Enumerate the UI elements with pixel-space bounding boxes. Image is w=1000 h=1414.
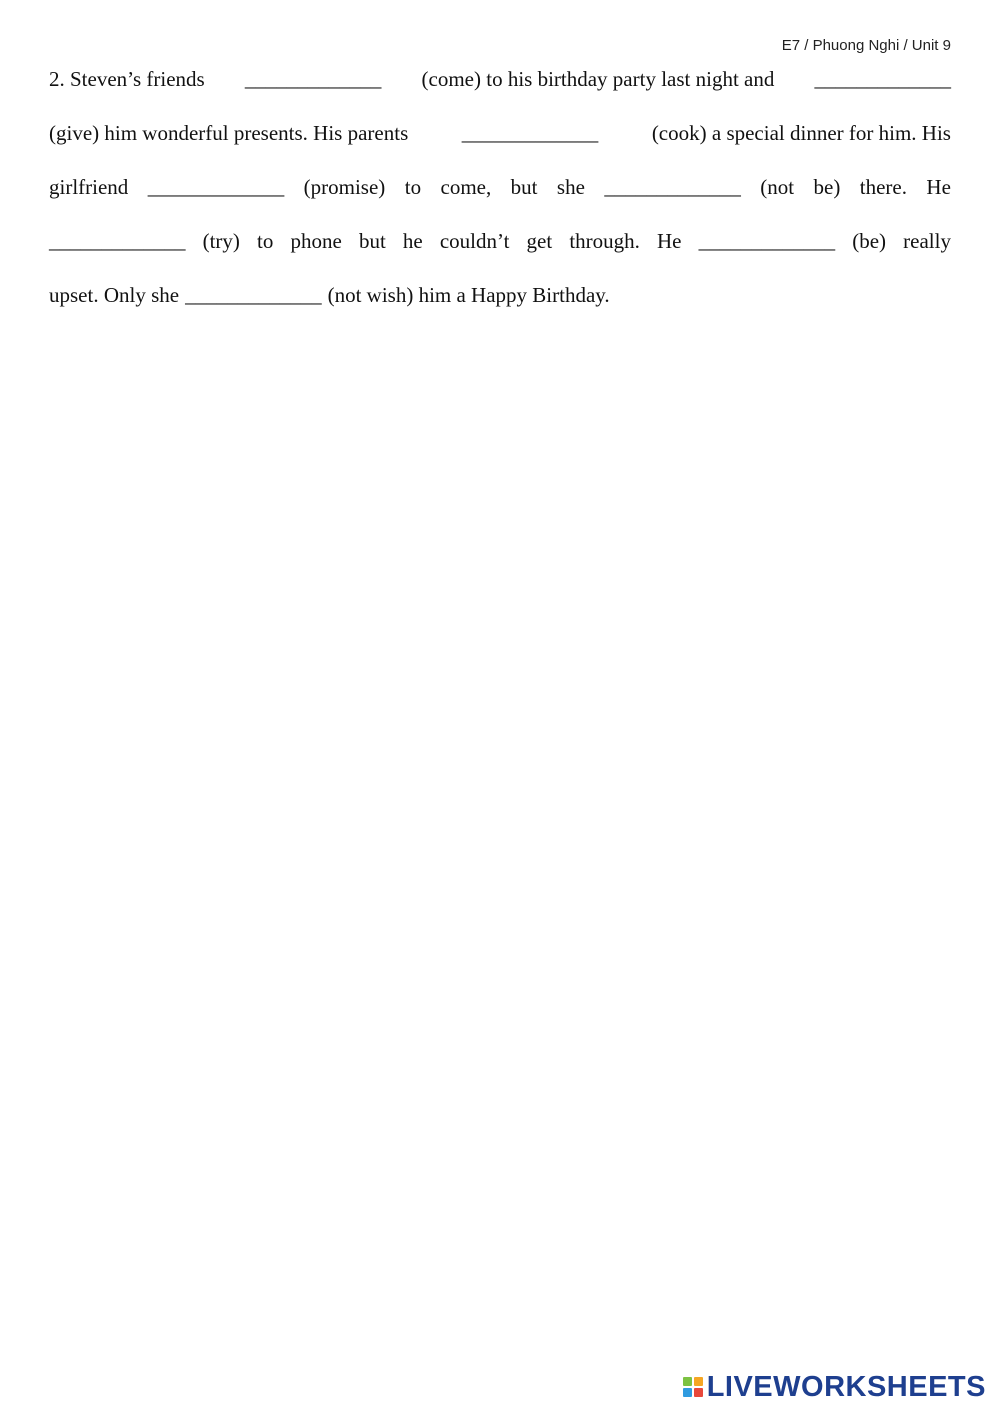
logo-square-v (683, 1388, 692, 1397)
text-segment: be) (813, 175, 841, 199)
exercise-line-1 (49, 52, 951, 106)
exercise-line-2 (49, 106, 951, 160)
text-segment: couldn’t (439, 229, 510, 253)
answer-blank-be[interactable]: _____________ (698, 229, 836, 253)
text-segment: (not (760, 175, 795, 199)
exercise-line-4 (49, 214, 951, 268)
text-segment: (be) (852, 229, 887, 253)
exercise-line-3 (49, 160, 951, 214)
text-segment: 2. Steven’s friends (49, 67, 205, 91)
text-segment: girlfriend (49, 175, 129, 199)
text-segment: (not wish) him a Happy Birthday. (327, 283, 610, 307)
text-segment: through. (569, 229, 640, 253)
answer-blank-come[interactable]: _____________ (244, 67, 382, 91)
answer-blank-try[interactable]: _____________ (49, 229, 186, 253)
answer-blank-not-wish[interactable]: _____________ (185, 283, 322, 307)
answer-blank-promise[interactable]: _____________ (147, 175, 285, 199)
liveworksheets-logo-text: LIVEWORKSHEETS (706, 1370, 986, 1403)
text-segment: He (926, 175, 951, 199)
answer-blank-give[interactable]: _____________ (814, 67, 951, 91)
text-segment: but (358, 229, 386, 253)
text-segment: she (556, 175, 585, 199)
answer-blank-not-be[interactable]: _____________ (604, 175, 741, 199)
text-segment: to (257, 229, 274, 253)
answer-blank-cook[interactable]: _____________ (461, 121, 599, 145)
text-segment: he (402, 229, 423, 253)
liveworksheets-logo (683, 1372, 986, 1402)
text-segment: (try) (202, 229, 240, 253)
text-segment: (come) to his birthday party last night and (421, 67, 775, 91)
logo-square-i (694, 1377, 703, 1386)
logo-square-e (694, 1388, 703, 1397)
liveworksheets-logo-icon (683, 1377, 703, 1397)
text-segment: really (903, 229, 951, 253)
text-segment: there. (859, 175, 907, 199)
logo-square-l (683, 1377, 692, 1386)
text-segment: (cook) a special dinner for him. His (651, 121, 951, 145)
exercise-paragraph (49, 52, 951, 322)
text-segment: (promise) (303, 175, 386, 199)
text-segment: get (526, 229, 553, 253)
text-segment: He (657, 229, 682, 253)
header-note: E7 / Phuong Nghi / Unit 9 (781, 37, 951, 54)
exercise-line-5 (49, 268, 951, 322)
text-segment: but (510, 175, 538, 199)
text-segment: (give) him wonderful presents. His parents (49, 121, 409, 145)
text-segment: come, (440, 175, 492, 199)
text-segment: phone (290, 229, 342, 253)
text-segment: to (404, 175, 422, 199)
text-segment: upset. Only she (49, 283, 180, 307)
